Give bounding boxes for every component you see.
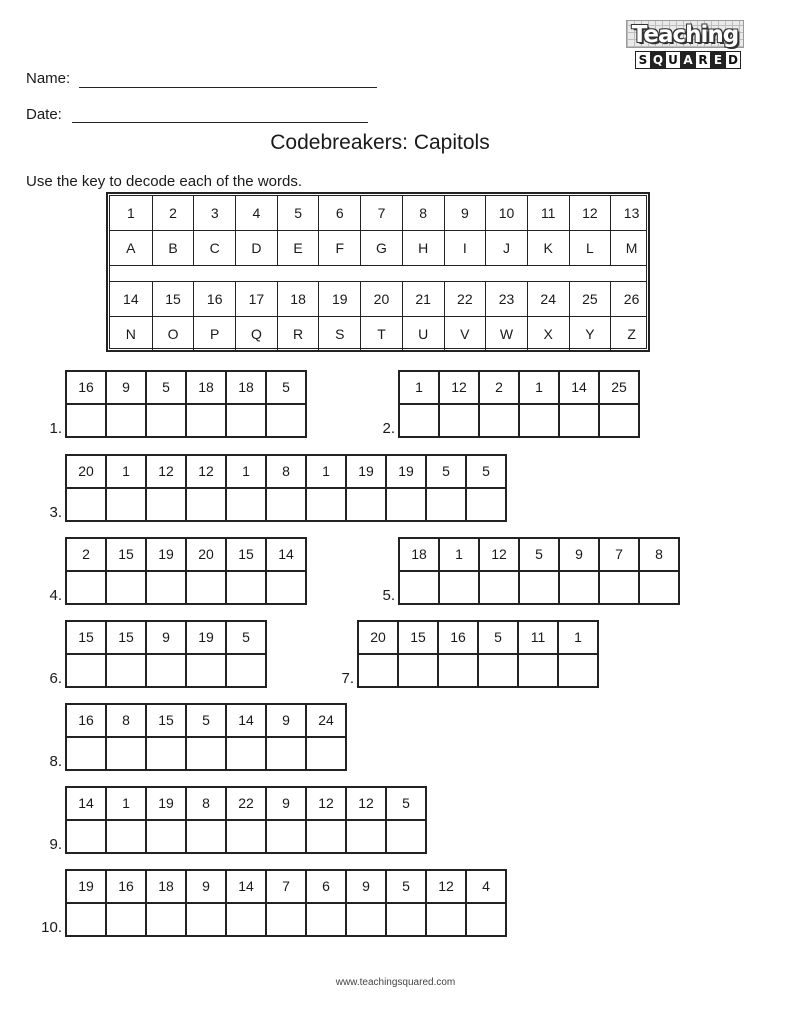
answer-box[interactable] [517,653,559,688]
code-cell: 9 [345,869,387,904]
answer-row [65,904,507,937]
key-letter-cell: F [318,231,360,265]
answer-box[interactable] [598,570,640,605]
key-number-cell: 9 [444,196,486,230]
answer-box[interactable] [438,403,480,438]
code-cell: 9 [185,869,227,904]
answer-box[interactable] [425,487,467,522]
key-number-cell: 8 [402,196,444,230]
code-cell: 5 [518,537,560,572]
key-letter-cell: C [193,231,235,265]
key-number-cell: 3 [193,196,235,230]
key-number-cell: 15 [152,282,194,316]
code-cell: 19 [345,454,387,489]
answer-box[interactable] [105,736,147,771]
answer-box[interactable] [265,570,307,605]
code-cell: 8 [185,786,227,821]
answer-box[interactable] [437,653,479,688]
code-cell: 1 [305,454,347,489]
code-cell: 5 [385,786,427,821]
code-cell: 5 [425,454,467,489]
puzzle-number: 5. [382,587,395,604]
puzzle-number: 10. [41,919,62,936]
key-number-cell: 1 [126,205,135,221]
puzzle-2 [398,370,640,438]
code-cell: 2 [478,370,520,405]
answer-row [65,405,307,438]
code-cell: 18 [145,869,187,904]
code-cell: 1 [438,537,480,572]
code-cell: 1 [105,786,147,821]
answer-box[interactable] [105,653,147,688]
answer-box[interactable] [425,902,467,937]
answer-box[interactable] [225,487,267,522]
answer-box[interactable] [225,819,267,854]
answer-box[interactable] [385,487,427,522]
code-cell: 1 [398,370,440,405]
code-cell: 15 [397,620,439,655]
code-cell: 9 [265,703,307,738]
footer-url: www.teachingsquared.com [335,977,456,988]
code-cell: 18 [185,370,227,405]
answer-box[interactable] [105,819,147,854]
code-cell: 20 [185,537,227,572]
puzzle-1 [65,370,307,438]
answer-box[interactable] [385,819,427,854]
key-row-numbers-2 [110,282,652,316]
answer-box[interactable] [225,570,267,605]
puzzle-4 [65,537,307,605]
answer-box[interactable] [145,570,187,605]
answer-box[interactable] [265,819,307,854]
code-cell: 5 [185,703,227,738]
key-letter-cell: W [485,317,527,351]
key-letter-cell: A [126,240,136,256]
answer-box[interactable] [345,902,387,937]
logo-letter: E [710,51,726,69]
code-cell: 15 [65,620,107,655]
code-cell: 1 [105,454,147,489]
puzzle-number: 1. [49,420,62,437]
code-cell: 5 [477,620,519,655]
code-cell: 12 [345,786,387,821]
answer-box[interactable] [65,403,107,438]
teaching-squared-logo [626,20,744,70]
puzzle-number: 7. [341,670,354,687]
logo-letter: Q [650,51,666,69]
code-cell: 25 [598,370,640,405]
key-number-cell: 12 [569,196,611,230]
code-cell: 1 [557,620,599,655]
answer-box[interactable] [398,403,440,438]
code-cell: 19 [65,869,107,904]
puzzle-number: 2. [382,420,395,437]
code-cell: 8 [638,537,680,572]
code-cell: 14 [265,537,307,572]
answer-box[interactable] [558,570,600,605]
key-letter-cell: N [125,326,136,342]
cipher-key-table [106,192,650,352]
code-row [65,454,507,489]
answer-box[interactable] [478,403,520,438]
code-row [398,370,640,405]
answer-box[interactable] [145,403,187,438]
code-row [65,703,347,738]
answer-box[interactable] [477,653,519,688]
puzzle-8 [65,703,347,771]
answer-box[interactable] [305,736,347,771]
key-letter-cell: G [360,231,402,265]
answer-box[interactable] [145,653,187,688]
puzzle-number: 4. [49,587,62,604]
key-number-cell: 20 [360,282,402,316]
code-cell: 5 [465,454,507,489]
answer-box[interactable] [145,902,187,937]
key-letter-cell: X [527,317,569,351]
code-cell: 12 [145,454,187,489]
code-cell: 9 [265,786,307,821]
answer-box[interactable] [465,902,507,937]
key-row-letters-1 [110,231,652,265]
answer-box[interactable] [465,487,507,522]
code-cell: 20 [65,454,107,489]
answer-box[interactable] [65,487,107,522]
answer-box[interactable] [265,403,307,438]
code-cell: 20 [357,620,399,655]
key-number-cell: 25 [569,282,611,316]
code-cell: 11 [517,620,559,655]
answer-box[interactable] [518,403,560,438]
key-letter-cell: R [277,317,319,351]
key-number-cell: 16 [193,282,235,316]
code-cell: 4 [465,869,507,904]
puzzle-number: 6. [49,670,62,687]
code-cell: 16 [105,869,147,904]
answer-box[interactable] [265,736,307,771]
code-cell: 12 [185,454,227,489]
logo-letter: D [725,51,741,69]
code-cell: 7 [598,537,640,572]
key-number-cell: 5 [277,196,319,230]
answer-box[interactable] [65,570,107,605]
key-number-cell: 4 [235,196,277,230]
answer-box[interactable] [225,653,267,688]
answer-box[interactable] [65,736,107,771]
code-cell: 19 [145,537,187,572]
key-number-cell: 2 [152,196,194,230]
answer-box[interactable] [345,819,387,854]
code-cell: 14 [225,869,267,904]
code-row [357,620,599,655]
answer-box[interactable] [305,487,347,522]
key-letter-cell: O [152,317,194,351]
answer-box[interactable] [225,902,267,937]
answer-box[interactable] [385,902,427,937]
code-cell: 19 [185,620,227,655]
logo-squared-cells [636,51,741,69]
answer-row [398,572,680,605]
answer-box[interactable] [185,902,227,937]
key-letter-cell: P [193,317,235,351]
logo-letter: A [680,51,696,69]
answer-box[interactable] [305,902,347,937]
key-letter-cell: V [444,317,486,351]
answer-row [357,655,599,688]
key-letter-cell: I [444,231,486,265]
code-cell: 5 [225,620,267,655]
date-label: Date: [26,106,62,123]
answer-box[interactable] [65,902,107,937]
code-row [65,869,507,904]
key-letter-cell: L [569,231,611,265]
answer-box[interactable] [345,487,387,522]
answer-box[interactable] [145,819,187,854]
key-number-cell: 14 [123,291,139,307]
key-letter-cell: D [235,231,277,265]
key-number-cell: 13 [610,196,652,230]
logo-letter: R [695,51,711,69]
code-cell: 15 [145,703,187,738]
logo-letter: U [665,51,681,69]
answer-box[interactable] [478,570,520,605]
instructions: Use the key to decode each of the words. [26,173,302,190]
key-number-cell: 23 [485,282,527,316]
code-row [65,370,307,405]
page-title: Codebreakers: Capitols [270,131,490,154]
code-cell: 1 [518,370,560,405]
key-letter-cell: Y [569,317,611,351]
date-field[interactable] [72,122,368,123]
key-letter-cell: K [527,231,569,265]
code-cell: 24 [305,703,347,738]
key-number-cell: 21 [402,282,444,316]
answer-box[interactable] [398,570,440,605]
answer-box[interactable] [185,819,227,854]
answer-row [65,738,347,771]
code-cell: 12 [438,370,480,405]
code-cell: 2 [65,537,107,572]
puzzle-9 [65,786,427,854]
code-cell: 9 [105,370,147,405]
code-cell: 22 [225,786,267,821]
puzzle-number: 3. [49,504,62,521]
key-letter-cell: S [318,317,360,351]
key-row-numbers-1 [110,196,652,230]
code-row [398,537,680,572]
key-letter-cell: B [152,231,194,265]
answer-box[interactable] [185,403,227,438]
answer-row [398,405,640,438]
key-letter-cell: Q [235,317,277,351]
code-cell: 16 [437,620,479,655]
answer-box[interactable] [185,487,227,522]
key-letter-cell: E [277,231,319,265]
puzzle-6 [65,620,267,688]
code-cell: 1 [225,454,267,489]
answer-box[interactable] [397,653,439,688]
answer-box[interactable] [145,487,187,522]
answer-box[interactable] [145,736,187,771]
key-number-cell: 19 [318,282,360,316]
code-cell: 9 [145,620,187,655]
code-row [65,537,307,572]
key-number-cell: 10 [485,196,527,230]
answer-box[interactable] [185,653,227,688]
key-number-cell: 6 [318,196,360,230]
key-number-cell: 7 [360,196,402,230]
code-cell: 8 [265,454,307,489]
answer-box[interactable] [265,487,307,522]
answer-box[interactable] [357,653,399,688]
code-cell: 15 [105,537,147,572]
code-cell: 6 [305,869,347,904]
answer-box[interactable] [438,570,480,605]
answer-box[interactable] [185,570,227,605]
code-cell: 5 [385,869,427,904]
key-number-cell: 26 [610,282,652,316]
answer-box[interactable] [557,653,599,688]
logo-wordmark: Teaching [626,20,744,48]
puzzle-3 [65,454,507,522]
answer-row [65,572,307,605]
puzzle-number: 9. [49,836,62,853]
key-letter-cell: J [485,231,527,265]
puzzle-7 [357,620,599,688]
answer-box[interactable] [185,736,227,771]
answer-box[interactable] [518,570,560,605]
code-cell: 18 [225,370,267,405]
answer-box[interactable] [105,403,147,438]
answer-box[interactable] [105,570,147,605]
answer-row [65,655,267,688]
key-letter-cell: Z [610,317,652,351]
answer-box[interactable] [265,902,307,937]
key-number-cell: 17 [235,282,277,316]
answer-box[interactable] [225,403,267,438]
code-cell: 9 [558,537,600,572]
code-row [65,786,427,821]
answer-box[interactable] [225,736,267,771]
answer-box[interactable] [638,570,680,605]
code-cell: 18 [398,537,440,572]
puzzle-5 [398,537,680,605]
key-letter-cell: T [360,317,402,351]
code-cell: 16 [65,703,107,738]
code-cell: 14 [65,786,107,821]
code-cell: 15 [225,537,267,572]
code-row [65,620,267,655]
code-cell: 12 [478,537,520,572]
code-cell: 12 [305,786,347,821]
key-letter-cell: M [610,231,652,265]
answer-box[interactable] [305,819,347,854]
puzzle-10 [65,869,507,937]
key-number-cell: 11 [527,196,569,230]
answer-box[interactable] [558,403,600,438]
answer-box[interactable] [105,902,147,937]
key-number-cell: 24 [527,282,569,316]
key-number-cell: 22 [444,282,486,316]
code-cell: 8 [105,703,147,738]
code-cell: 14 [225,703,267,738]
code-cell: 15 [105,620,147,655]
code-cell: 14 [558,370,600,405]
answer-box[interactable] [65,819,107,854]
key-row-letters-2 [110,317,652,351]
code-cell: 19 [385,454,427,489]
answer-row [65,489,507,522]
answer-box[interactable] [105,487,147,522]
name-field[interactable] [79,87,377,88]
key-letter-cell: U [402,317,444,351]
answer-box[interactable] [65,653,107,688]
key-number-cell: 18 [277,282,319,316]
name-label: Name: [26,70,71,87]
key-letter-cell: H [402,231,444,265]
code-cell: 12 [425,869,467,904]
logo-letter: S [635,51,651,69]
code-cell: 5 [145,370,187,405]
code-cell: 5 [265,370,307,405]
answer-box[interactable] [598,403,640,438]
puzzle-number: 8. [49,753,62,770]
answer-row [65,821,427,854]
code-cell: 7 [265,869,307,904]
code-cell: 16 [65,370,107,405]
code-cell: 19 [145,786,187,821]
